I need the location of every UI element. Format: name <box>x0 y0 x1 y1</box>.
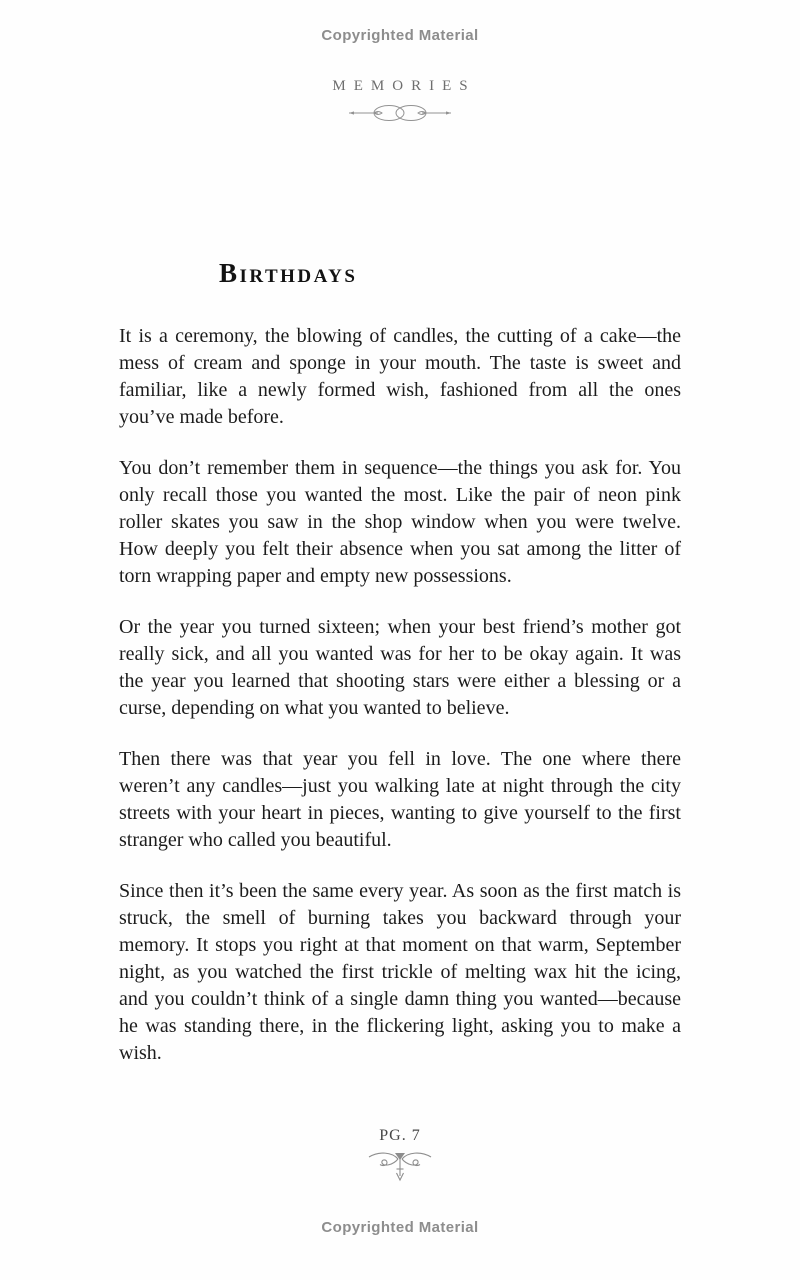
footer-flourish <box>0 1147 800 1183</box>
bottom-copyright-watermark: Copyrighted Material <box>321 1219 479 1236</box>
poem-paragraph: Then there was that year you fell in love. The one where there weren’t any candles—just you walking late at night through the city streets with your heart in pieces, wanting to give yourself to the first stranger who called you beautiful. <box>119 748 681 851</box>
header-flourish <box>0 100 800 126</box>
double-loop-flourish-icon <box>347 104 453 121</box>
poem-paragraph: Since then it’s been the same every year. As soon as the first match is struck, the smell of burning takes you backward through your memory. It stops you right at that moment on that warm, September night, as you watched the first trickle of melting wax hit the icing, and you couldn’t think of a single damn thing you wanted—because he was standing there, in the flickering light, asking you to make a wish. <box>119 880 681 1064</box>
book-title: MEMORIES <box>332 78 476 94</box>
poem-paragraph: You don’t remember them in sequence—the things you ask for. You only recall those you wanted the most. Like the pair of neon pink roller skates you saw in the shop window when you were twelve. How deeply you felt their absence when you sat among the litter of torn wrapping paper and empty new possessions. <box>119 457 681 587</box>
page-number: PG. 7 <box>379 1127 421 1144</box>
top-copyright-watermark: Copyrighted Material <box>321 27 479 44</box>
poem-body <box>119 323 681 1067</box>
poem-title: Birthdays <box>219 258 358 288</box>
scroll-flourish-icon <box>367 1156 433 1173</box>
poem-paragraph: Or the year you turned sixteen; when your best friend’s mother got really sick, and all you wanted was for her to be okay again. It was the year you learned that shooting stars were either a blessing or a curse, depending on what you wanted to believe. <box>119 616 681 719</box>
poem-paragraph: It is a ceremony, the blowing of candles, the cutting of a cake—the mess of cream and sponge in your mouth. The taste is sweet and familiar, like a newly formed wish, fashioned from all the ones you’ve made before. <box>119 325 681 428</box>
